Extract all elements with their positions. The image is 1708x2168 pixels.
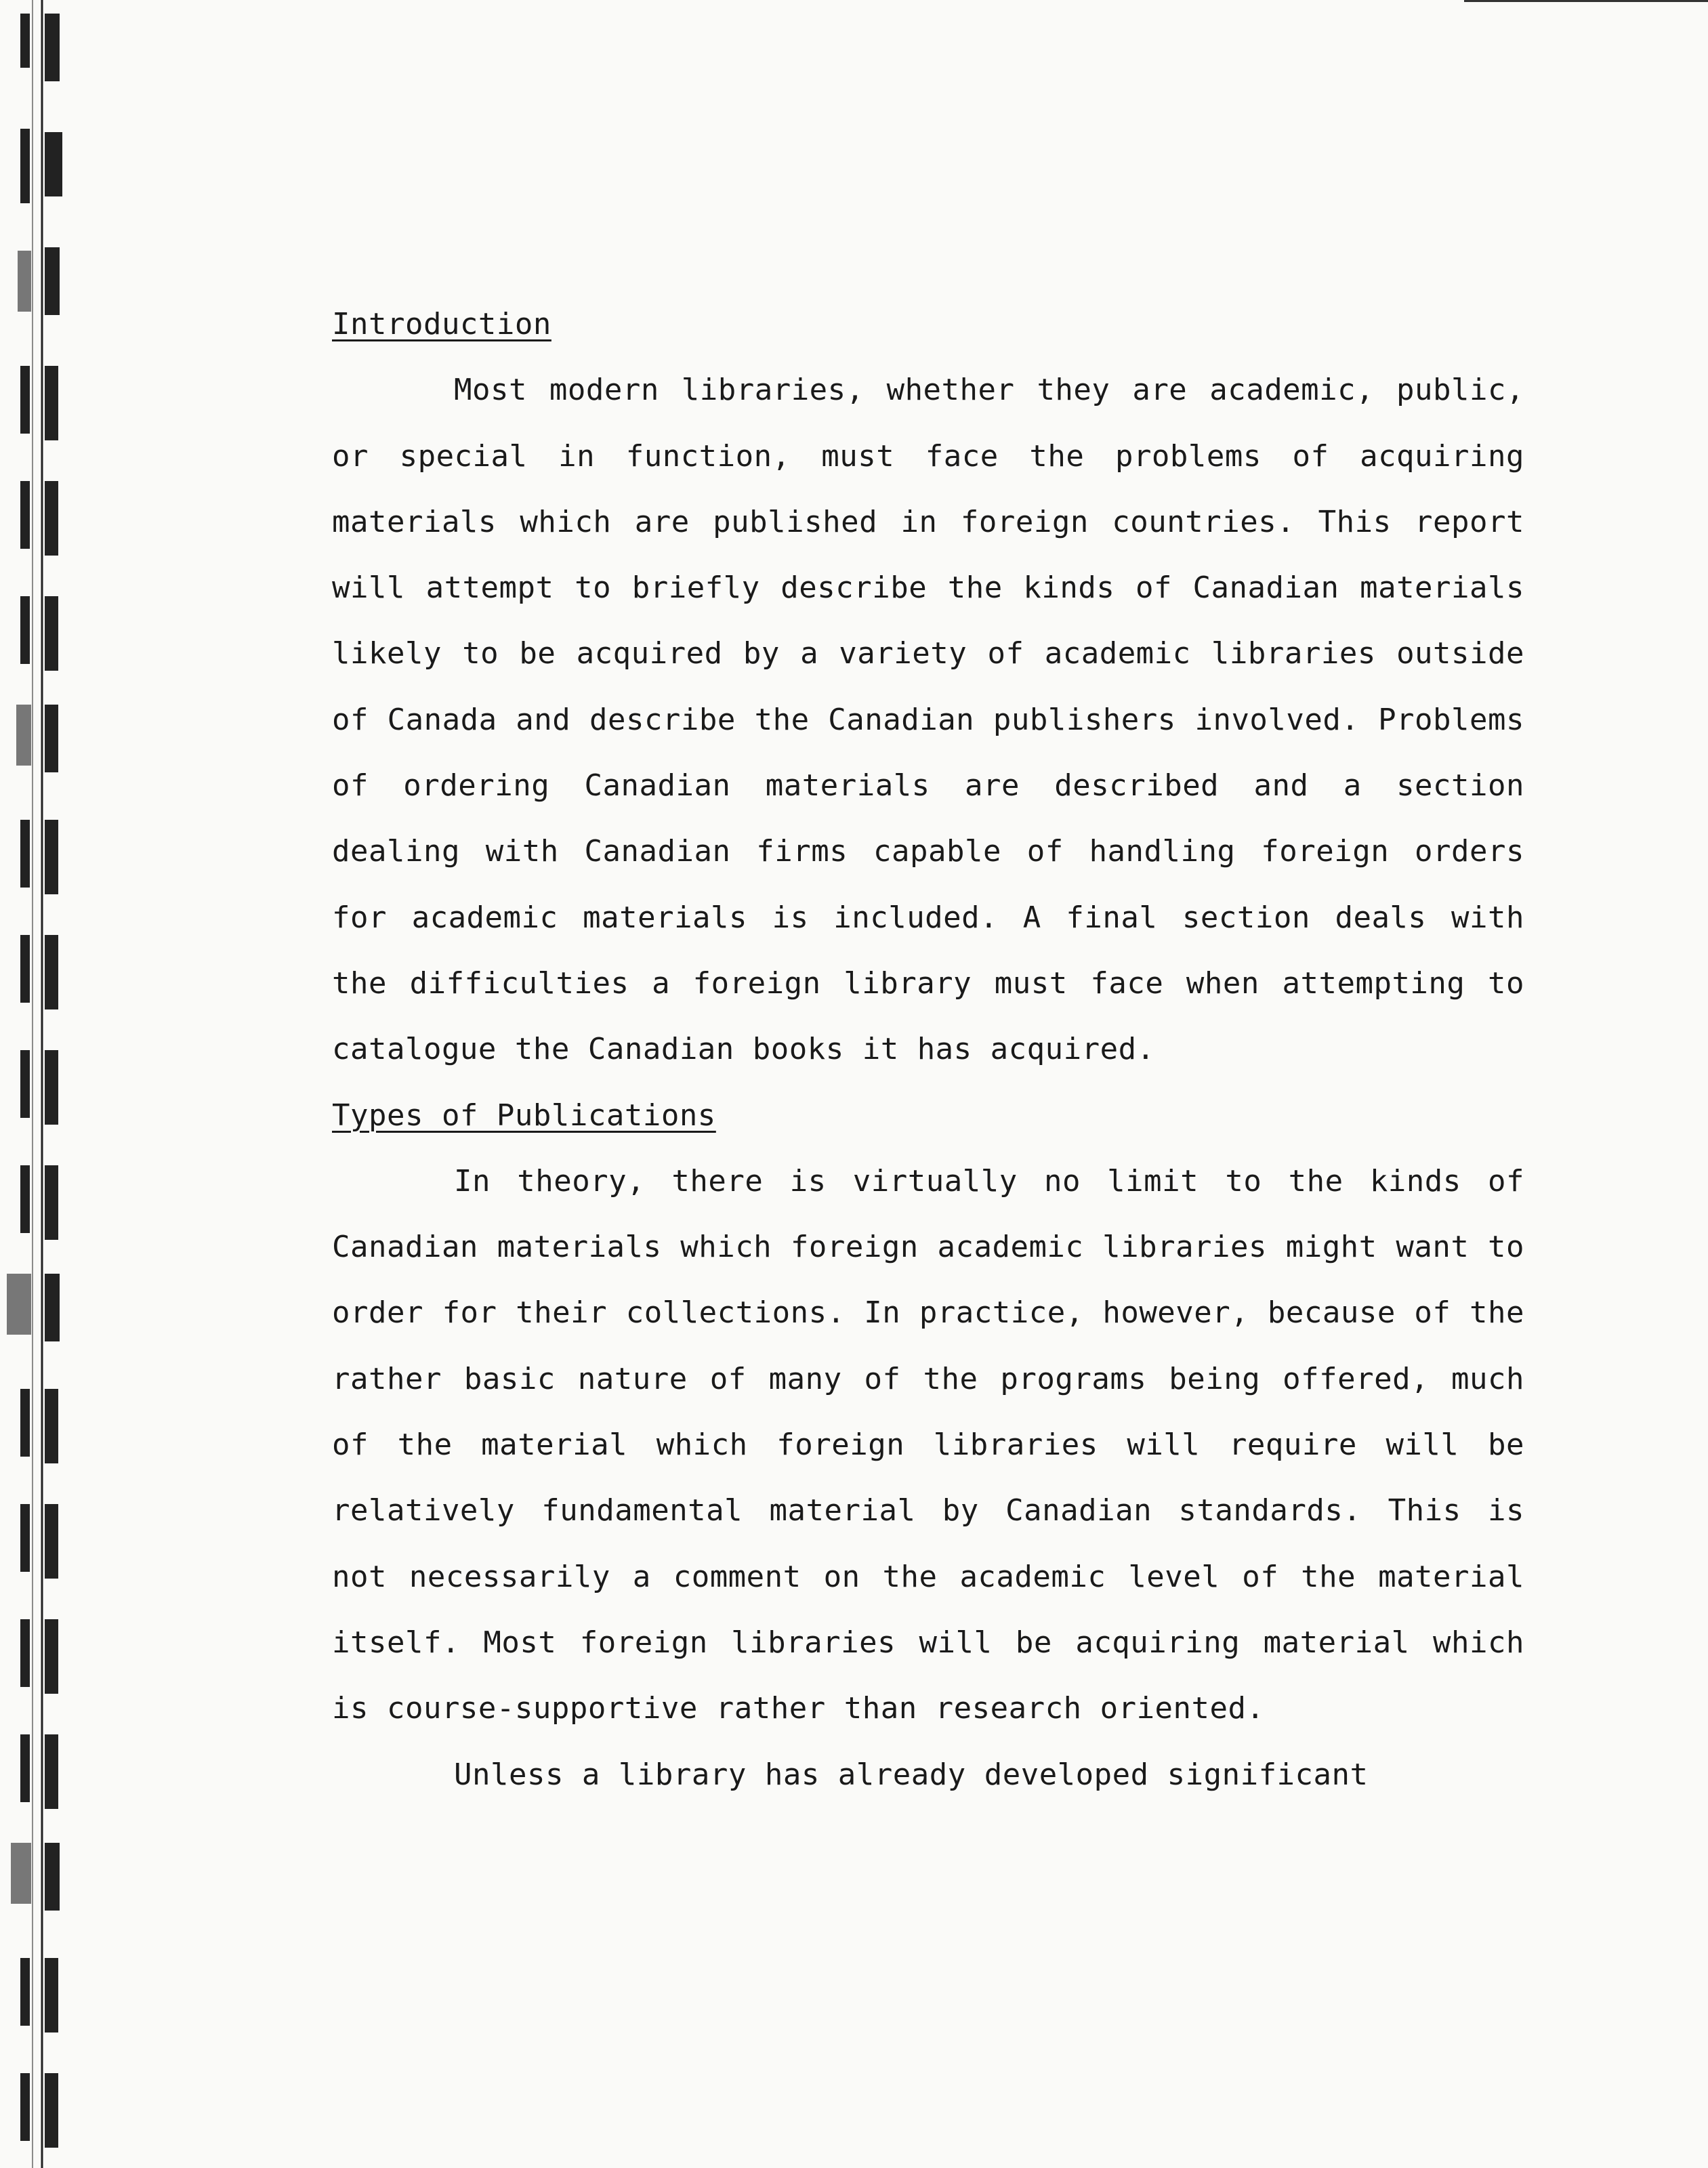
top-rule <box>1464 0 1708 2</box>
paragraph-types-1: In theory, there is virtually no limit to the kinds of Canadian materials which foreign academic libraries might want to order for their collections. In practice, however, because of the rather basic nature of many of the programs being offered, much of the material which foreign libraries will require will be relatively fundamental material by Canadian standards. This is not necessarily a comment on the academic level of the material itself. Most foreign libraries will be acquiring material which is course-supportive rather than research oriented. <box>332 1163 1524 1726</box>
section-heading-types-of-publications: Types of Publications <box>332 1098 716 1133</box>
section-heading-introduction: Introduction <box>332 307 551 341</box>
spiral-binding <box>0 0 88 2168</box>
paragraph-introduction: Most modern libraries, whether they are academic, public, or special in function, must face the problems of acquiring materials which are published in foreign countries. This report will attempt to briefly describe the kinds of Canadian materials likely to be acquired by a variety of academic libraries outside of Canada and describe the Canadian publishers involved. Problems of ordering Canadian materials are described and a section dealing with Canadian firms capable of handling foreign orders for academic materials is included. A final section deals with the difficulties a foreign library must face when attempting to catalogue the Canadian books it has acquired. <box>332 373 1524 1067</box>
paragraph-types-2: Unless a library has already developed significant <box>454 1757 1369 1792</box>
document-body <box>332 291 1524 1808</box>
